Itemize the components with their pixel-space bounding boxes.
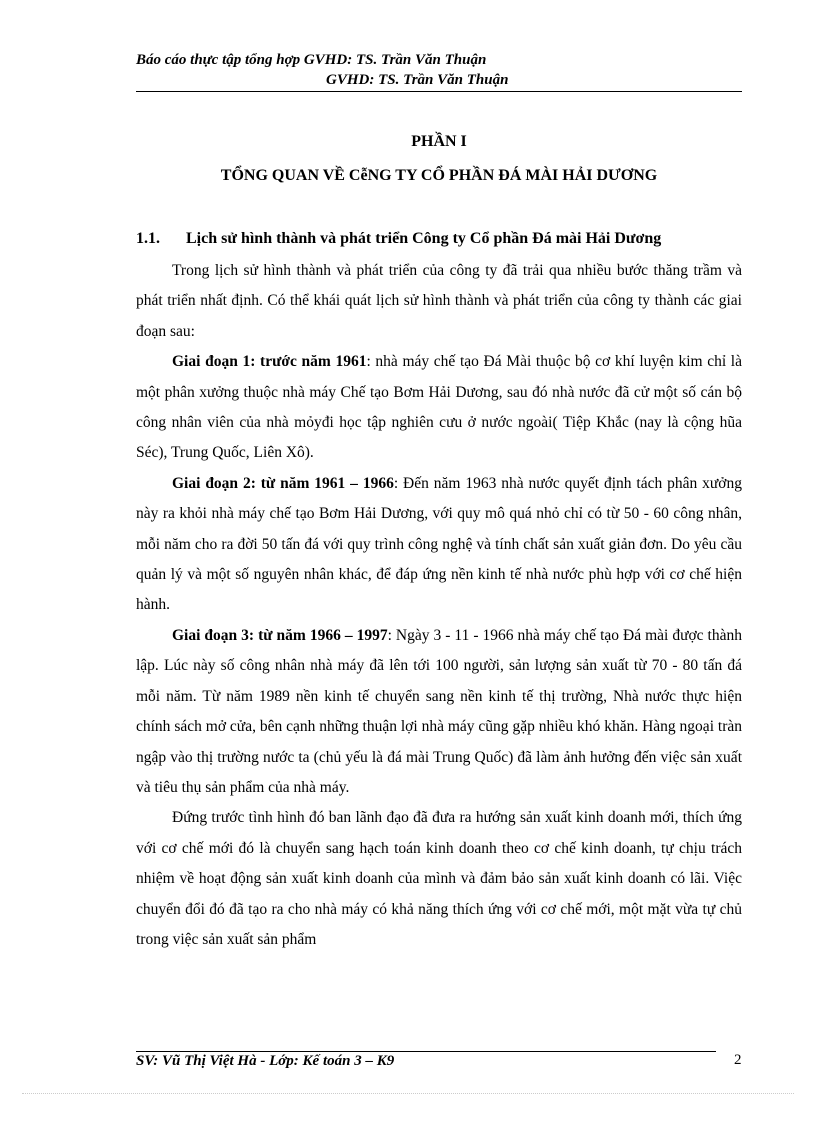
section-title: Lịch sử hình thành và phát triển Công ty Cổ phần Đá mài Hải Dương: [186, 230, 662, 247]
paragraph: [136, 803, 742, 955]
paragraph-text: : Ngày 3 - 11 - 1966 nhà máy chế tạo Đá mài được thành lập. Lúc này số công nhân nhà máy đã lên tới 100 người, sản lượng sản xuất từ 70 - 80 tấn đá mỗi năm. Từ năm 1989 nền kinh tế chuyển sang nền kinh tế thị trường, Nhà nước thực hiện chính sách mở cửa, bên cạnh những thuận lợi nhà máy cũng gặp nhiều khó khăn. Hàng ngoại tràn ngập vào thị trường nước ta (chủ yếu là đá mài Trung Quốc) đã làm ảnh hưởng đến việc sản xuất và tiêu thụ sản phẩm của nhà máy.: [136, 626, 742, 796]
page-number: 2: [734, 1052, 742, 1068]
page-break-line: [22, 1093, 794, 1094]
paragraph: [136, 621, 742, 803]
paragraph-lead: Giai đoạn 2: từ năm 1961 – 1966: [172, 474, 394, 492]
paragraph-text: : Đến năm 1963 nhà nước quyết định tách phân xưởng này ra khỏi nhà máy chế tạo Bơm Hải Dương, với quy mô quá nhỏ chỉ có từ 50 - 60 công nhân, mỗi năm cho ra đời 50 tấn đá với quy trình công nghệ và tính chất sản xuất giản đơn. Do yêu cầu quản lý và một số nguyên nhân khác, để đáp ứng nền kinh tế nhà nước phù hợp với cơ chế hiện hành.: [136, 474, 742, 614]
page-footer: SV: Vũ Thị Việt Hà - Lớp: Kế toán 3 – K9: [136, 1053, 395, 1069]
paragraph: [136, 469, 742, 621]
paragraph: [136, 347, 742, 469]
part-subtitle: TỔNG QUAN VỀ CễNG TY CỔ PHẦN ĐÁ MÀI HẢI DƯƠNG: [220, 167, 658, 184]
header-line-1: Báo cáo thực tập tổng hợp GVHD: TS. Trần Văn Thuận: [136, 52, 487, 68]
paragraph: [136, 256, 742, 347]
paragraph-text: : nhà máy chế tạo Đá Mài thuộc bộ cơ khí luyện kim chỉ là một phân xưởng thuộc nhà máy Chế tạo Bơm Hải Dương, sau đó nhà nước đã cử một số cán bộ công nhân viên của nhà mỏyđi học tập nghiên cưu ở nước ngoài( Tiệp Khắc (nay là cộng hũa Séc), Trung Quốc, Liên Xô).: [136, 353, 742, 462]
paragraph-text: Trong lịch sử hình thành và phát triển của công ty đã trải qua nhiều bước thăng trầm và phát triển nhất định. Có thể khái quát lịch sử hình thành và phát triển của công ty thành các giai đoạn sau:: [136, 262, 742, 340]
paragraph-lead: Giai đoạn 1: trước năm 1961: [172, 353, 367, 371]
section-number: 1.1.: [136, 230, 160, 247]
paragraph-lead: Giai đoạn 3: từ năm 1966 – 1997: [172, 626, 388, 644]
footer-divider: [136, 1051, 716, 1052]
section-heading: [136, 230, 742, 248]
body-text: [136, 256, 742, 955]
part-title: PHẦN I: [411, 133, 467, 150]
header-divider: [136, 91, 742, 92]
header-line-2: GVHD: TS. Trần Văn Thuận: [326, 72, 509, 88]
paragraph-text: Đứng trước tình hình đó ban lãnh đạo đã đưa ra hướng sản xuất kinh doanh mới, thích ứng với cơ chế mới đó là chuyển sang hạch toán kinh doanh theo cơ chế kinh doanh, tự chịu trách nhiệm về hoạt động sản xuất kinh doanh của mình và đảm bảo sản xuất kinh doanh có lãi. Việc chuyển đổi đó đã tạo ra cho nhà máy có khả năng thích ứng với cơ chế mới, một mặt vừa tự chủ trong việc sản xuất sản phẩm: [136, 809, 742, 948]
page-header: [136, 50, 742, 90]
